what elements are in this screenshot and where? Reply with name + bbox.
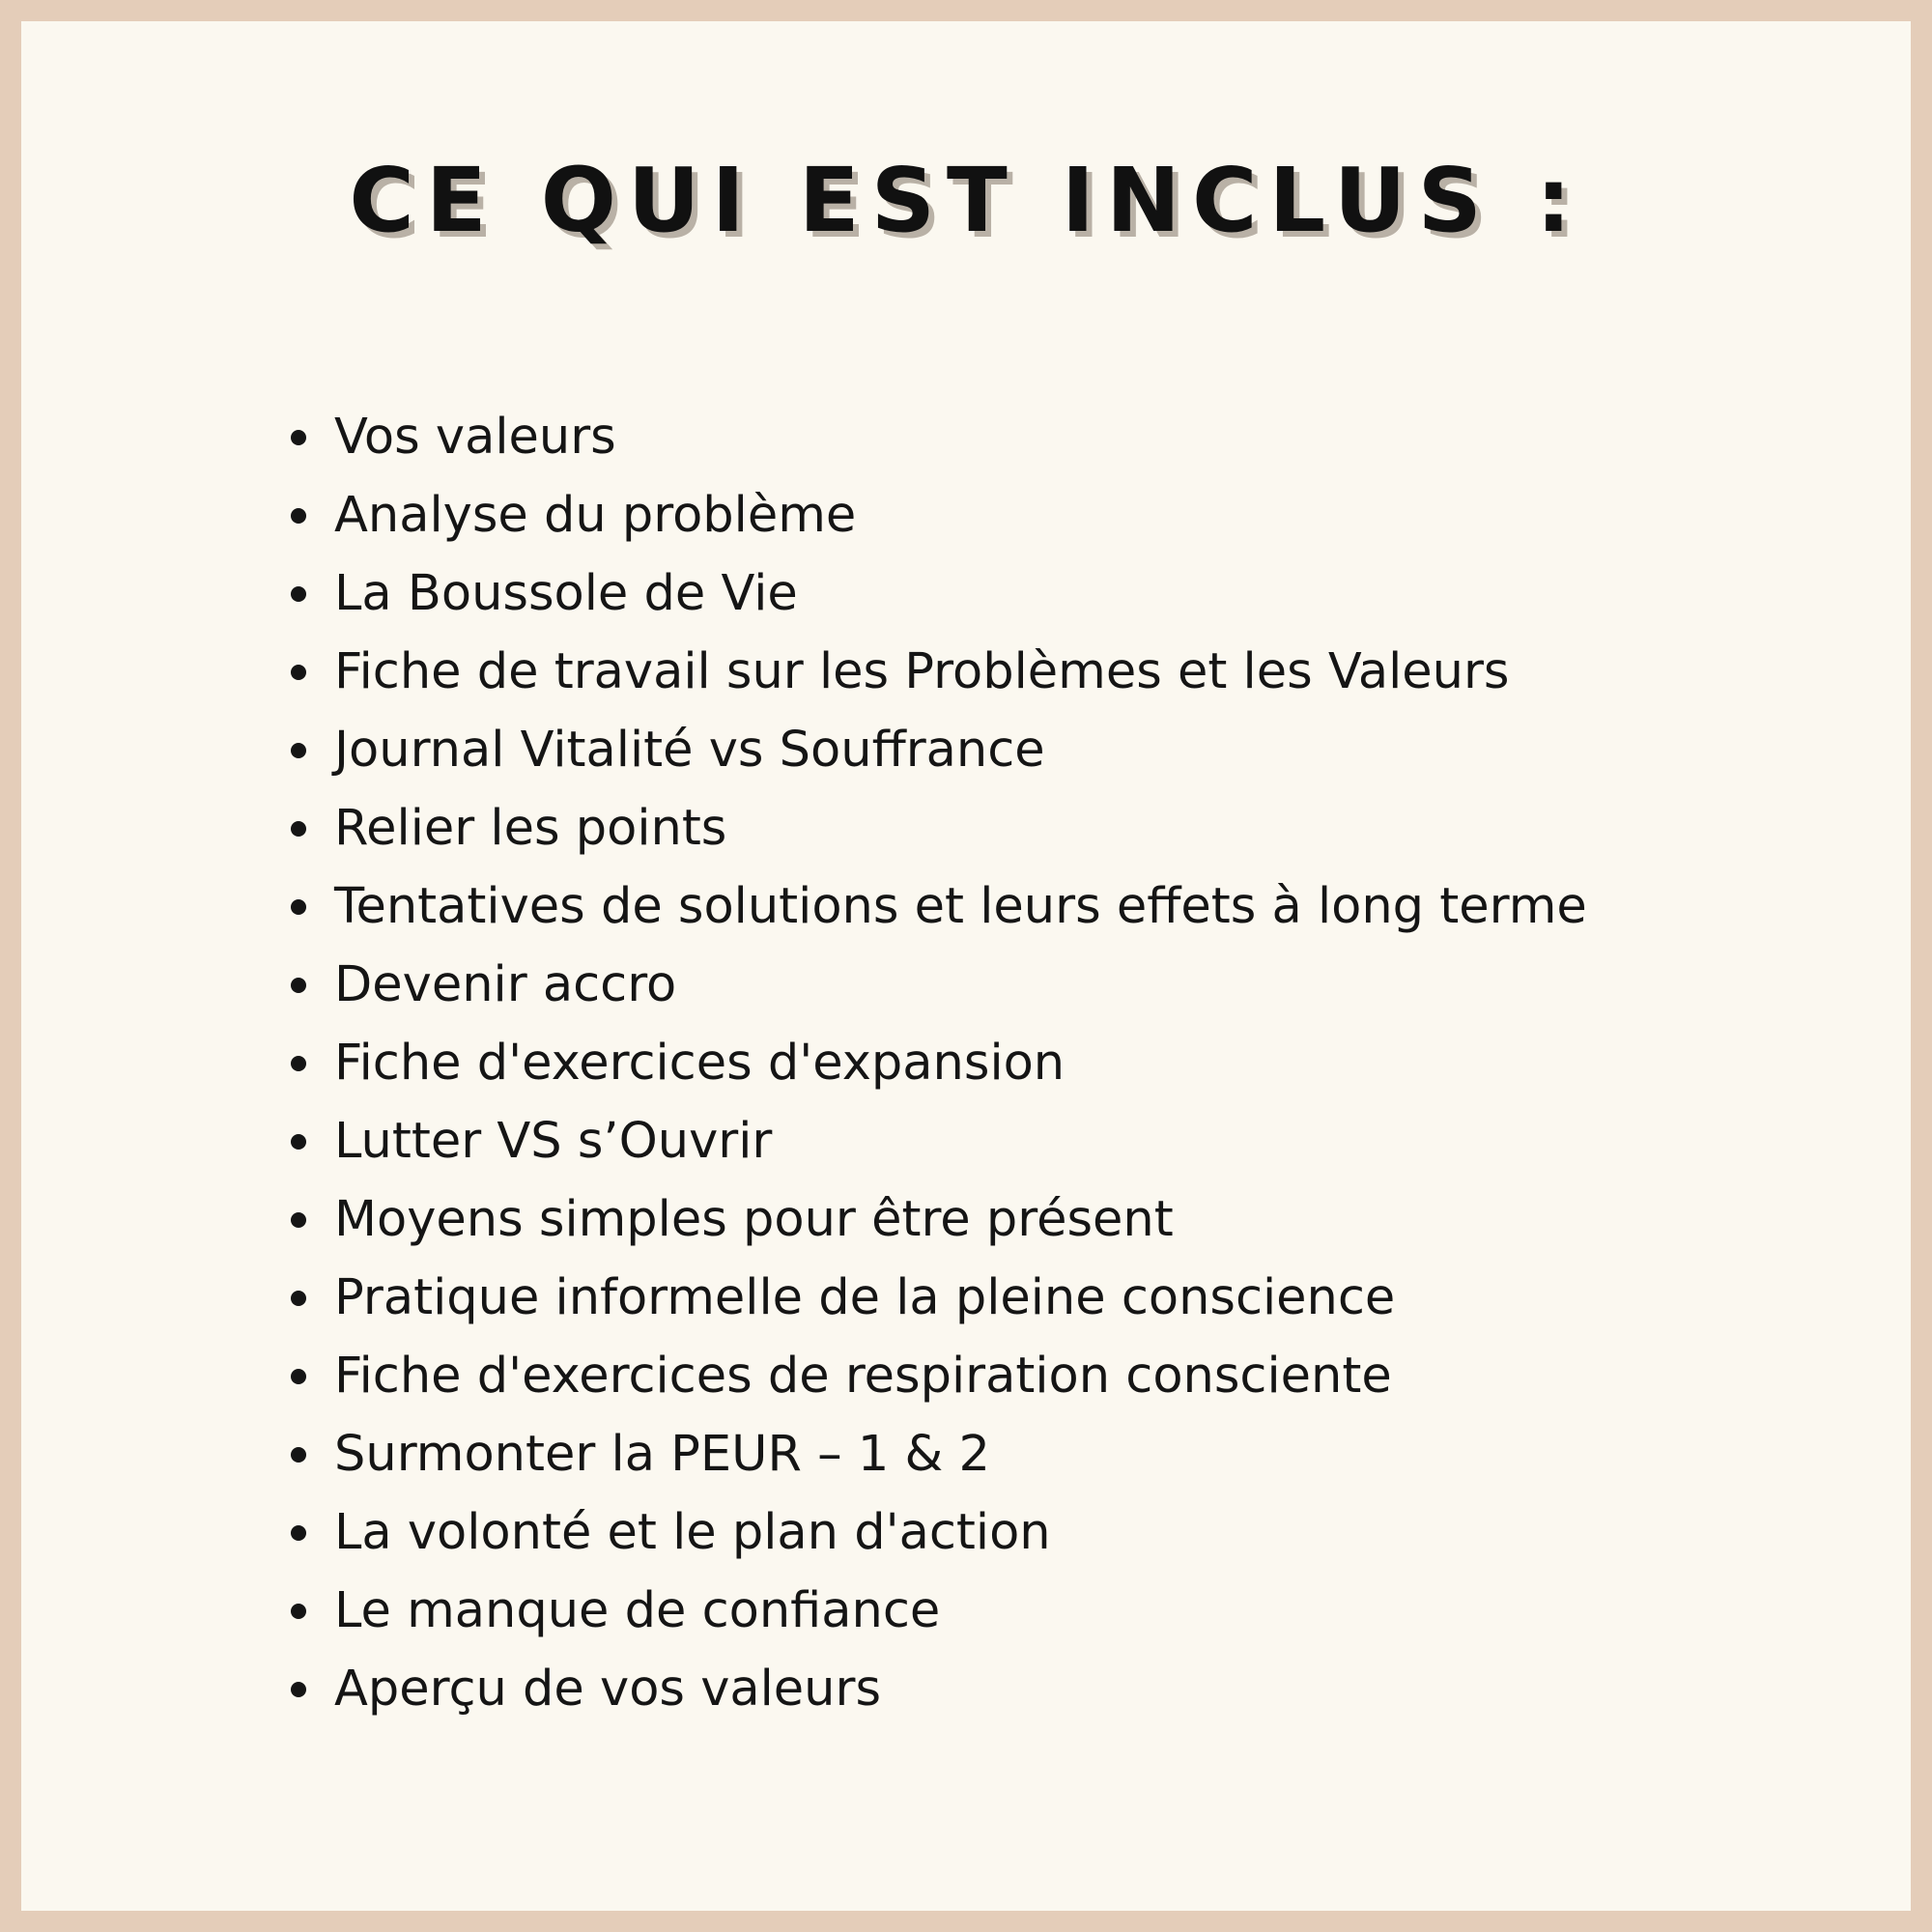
list-item: [269, 789, 1587, 867]
bullet-icon: [291, 1447, 306, 1463]
list-item: [269, 1650, 1587, 1728]
list-item: [269, 946, 1587, 1024]
bullet-icon: [291, 978, 306, 993]
list-item: [269, 1180, 1587, 1259]
list-item-label: Fiche d'exercices de respiration consciente: [334, 1348, 1392, 1405]
bullet-icon: [291, 743, 306, 758]
list-item-label: Devenir accro: [334, 956, 677, 1013]
list-item-label: Fiche d'exercices d'expansion: [334, 1035, 1065, 1092]
list-item-label: Journal Vitalité vs Souffrance: [334, 722, 1045, 779]
list-item: [269, 1337, 1587, 1415]
included-items-list: [269, 398, 1587, 1728]
bullet-icon: [291, 665, 306, 680]
list-item: [269, 1415, 1587, 1493]
bullet-icon: [291, 508, 306, 524]
bullet-icon: [291, 1525, 306, 1541]
bullet-icon: [291, 1056, 306, 1071]
bullet-icon: [291, 430, 306, 445]
bullet-icon: [291, 1604, 306, 1619]
list-item: [269, 1024, 1587, 1102]
list-item-label: Tentatives de solutions et leurs effets à long terme: [334, 878, 1587, 935]
list-item-label: Fiche de travail sur les Problèmes et les Valeurs: [334, 643, 1510, 700]
list-item-label: Relier les points: [334, 800, 727, 857]
bullet-icon: [291, 899, 306, 915]
list-item: [269, 1259, 1587, 1337]
page-frame: [21, 21, 1911, 1911]
bullet-icon: [291, 1682, 306, 1697]
list-item-label: Analyse du problème: [334, 487, 857, 544]
list-item-label: Pratique informelle de la pleine conscience: [334, 1269, 1396, 1326]
bullet-icon: [291, 1212, 306, 1228]
list-item-label: Aperçu de vos valeurs: [334, 1661, 882, 1718]
list-item-label: Surmonter la PEUR – 1 & 2: [334, 1426, 990, 1483]
list-item-label: La Boussole de Vie: [334, 565, 798, 622]
list-item-label: Le manque de confiance: [334, 1582, 941, 1639]
list-item: [269, 398, 1587, 476]
list-item: [269, 554, 1587, 633]
list-item-label: Vos valeurs: [334, 409, 616, 466]
list-item: [269, 633, 1587, 711]
bullet-icon: [291, 1134, 306, 1150]
list-item: [269, 867, 1587, 946]
list-item: [269, 476, 1587, 554]
list-item: [269, 1102, 1587, 1180]
list-item-label: Lutter VS s’Ouvrir: [334, 1113, 773, 1170]
bullet-icon: [291, 586, 306, 602]
bullet-icon: [291, 1291, 306, 1306]
list-item: [269, 711, 1587, 789]
list-item-label: La volonté et le plan d'action: [334, 1504, 1051, 1561]
bullet-icon: [291, 821, 306, 837]
bullet-icon: [291, 1369, 306, 1384]
list-item: [269, 1493, 1587, 1572]
list-item: [269, 1572, 1587, 1650]
list-item-label: Moyens simples pour être présent: [334, 1191, 1174, 1248]
page-title: CE QUI EST INCLUS :: [349, 149, 1583, 252]
